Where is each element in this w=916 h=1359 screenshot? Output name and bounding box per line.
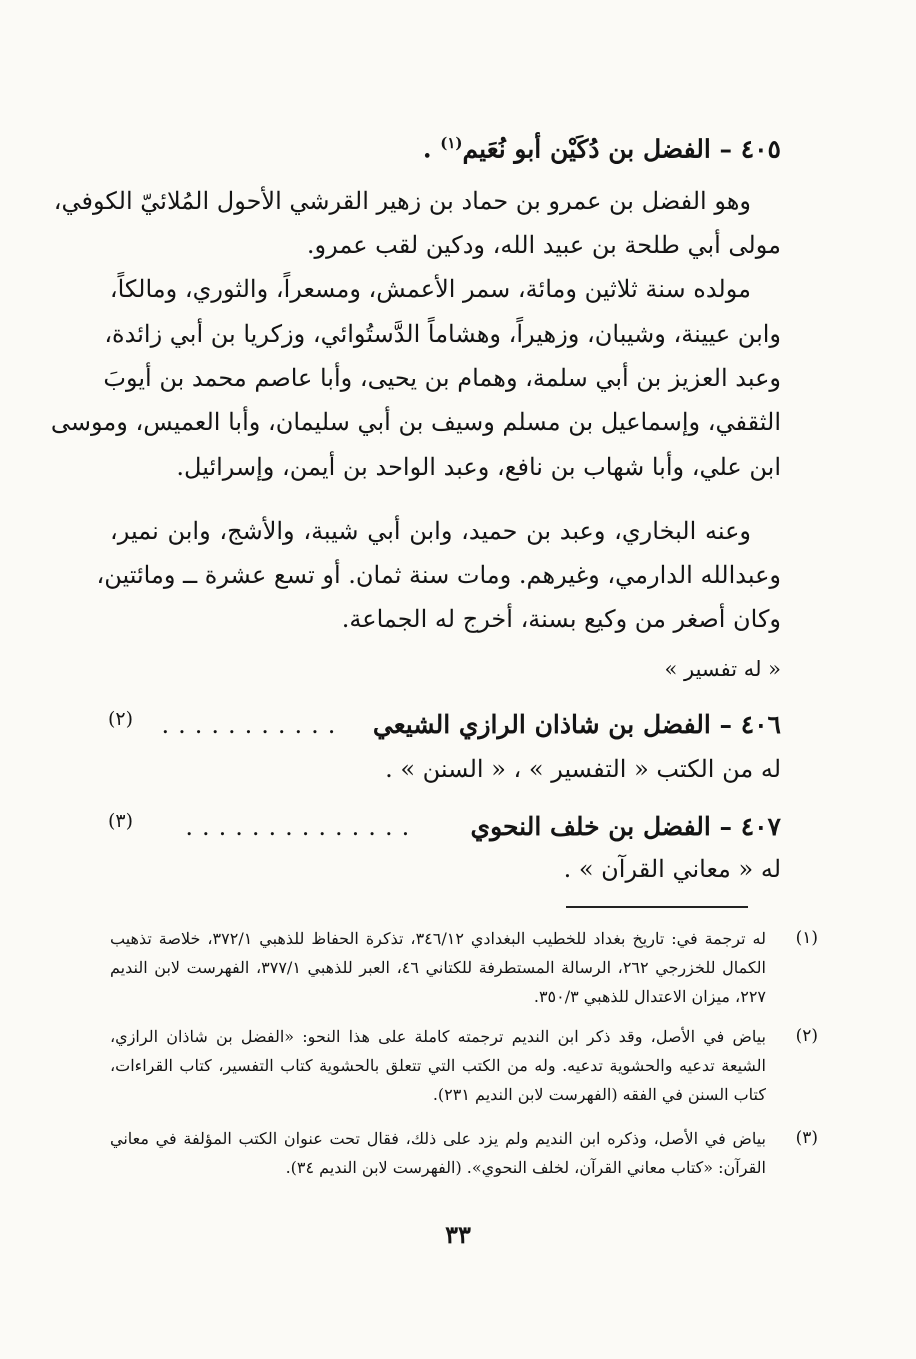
entry-406-works: له من الكتب « التفسير » ، « السنن » . bbox=[385, 755, 781, 783]
footnote-1-text: له ترجمة في: تاريخ بغداد للخطيب البغدادي ٣٤٦/١٢، تذكرة الحفاظ للذهبي ٣٧٢/١، خلاصة تذهيب الكمال للخزرجي ٢٦٢، الرسالة المستطرفة للكتاني ٤٦، العبر للذهبي ٣٧٧/١، الفهرست لابن النديم ٢٢٧، ميزان الاعتدال للذهبي ٣٥٠/٣. bbox=[110, 929, 767, 1006]
footnote-2-number: (٢) bbox=[795, 1026, 818, 1046]
entry-405-line-1: وهو الفضل بن عمرو بن حماد بن زهير القرشي الأحول المُلائيّ الكوفي، bbox=[53, 187, 751, 215]
entry-407-title: ٤٠٧ – الفضل بن خلف النحوي bbox=[470, 812, 781, 841]
entry-406-title: ٤٠٦ – الفضل بن شاذان الرازي الشيعي bbox=[372, 710, 781, 739]
footnote-3-number: (٣) bbox=[795, 1128, 818, 1148]
entry-405-para2-line-1: مولده سنة ثلاثين ومائة، سمر الأعمش، ومسعراً، والثوري، ومالكاً، bbox=[109, 275, 751, 303]
entry-407-heading bbox=[108, 810, 781, 846]
footnote-separator bbox=[566, 906, 748, 908]
entry-406-heading bbox=[108, 708, 781, 744]
entry-405-para3-line-1: وعنه البخاري، وعبد بن حميد، وابن أبي شيبة، والأشج، وابن نمير، bbox=[110, 517, 751, 545]
footnote-1-number: (١) bbox=[795, 928, 818, 948]
entry-405-para3-line-3: وكان أصغر من وكيع بسنة، أخرج له الجماعة. bbox=[341, 605, 781, 633]
entry-405-title: ٤٠٥ – الفضل بن دُكَيْن أبو نُعَيم bbox=[462, 134, 781, 164]
entry-405-para2-line-3: وعبد العزيز بن أبي سلمة، وهمام بن يحيى، وأبا عاصم محمد بن أيوبَ bbox=[103, 364, 781, 392]
footnote-3 bbox=[110, 1124, 818, 1182]
entry-405-heading-end: . bbox=[422, 134, 441, 164]
footnote-1 bbox=[110, 924, 818, 1011]
footnote-ref-1: (١) bbox=[440, 134, 463, 152]
entry-407-footnote-mark: (٣) bbox=[108, 810, 134, 832]
footnote-3-text: بياض في الأصل، وذكره ابن النديم ولم يزد على ذلك، فقال تحت عنوان الكتب المؤلفة في معاني القرآن: «كتاب معاني القرآن، لخلف النحوي». (الفهرست لابن النديم ٣٤). bbox=[110, 1129, 766, 1177]
footnote-2 bbox=[110, 1022, 818, 1109]
entry-406-footnote-mark: (٢) bbox=[108, 708, 134, 730]
entry-405-work: « له تفسير » bbox=[664, 657, 781, 681]
entry-405-para2-line-2: وابن عيينة، وشيبان، وزهيراً، وهشاماً الدَّستُوائي، وزكريا بن أبي زائدة، bbox=[104, 320, 781, 348]
entry-405-para2-line-4: الثقفي، وإسماعيل بن مسلم وسيف بن أبي سليمان، وأبا العميس، وموسى bbox=[50, 408, 781, 436]
entry-405-para2-line-5: ابن علي، وأبا شهاب بن نافع، وعبد الواحد بن أيمن، وإسرائيل. bbox=[176, 453, 781, 481]
entry-406-dots: ........... bbox=[161, 711, 345, 739]
entry-405-para3-line-2: وعبدالله الدارمي، وغيرهم. ومات سنة ثمان. أو تسع عشرة ــ ومائتين، bbox=[96, 561, 781, 589]
entry-407-works: له « معاني القرآن » . bbox=[563, 855, 781, 883]
entry-405-line-2: مولى أبي طلحة بن عبيد الله، ودكين لقب عمرو. bbox=[306, 231, 781, 259]
entry-407-dots: .............. bbox=[185, 813, 419, 841]
footnote-2-text: بياض في الأصل، وقد ذكر ابن النديم ترجمته كاملة على هذا النحو: «الفضل بن شاذان الرازي، الشيعة تدعيه والحشوية تدعيه. وله من الكتب التي تتعلق بالحشوية كتاب التفسير، كتاب القراءات، كتاب السنن في الفقه (الفهرست لابن النديم ٢٣١). bbox=[110, 1027, 766, 1104]
page-number: ٣٣ bbox=[445, 1220, 471, 1249]
entry-405-heading bbox=[423, 126, 781, 166]
